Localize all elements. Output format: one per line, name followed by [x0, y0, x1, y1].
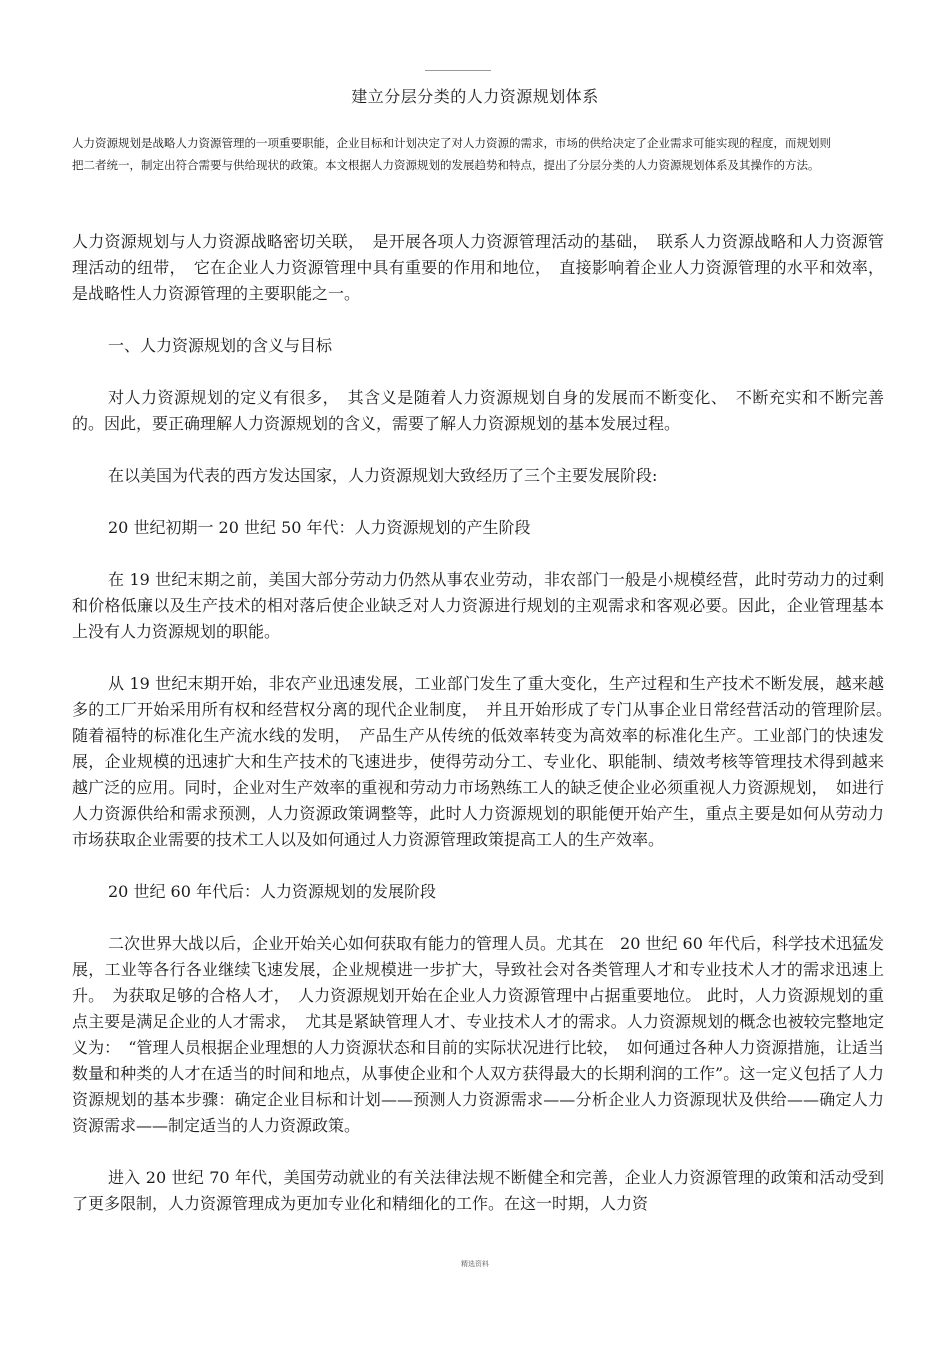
abstract: 人力资源规划是战略人力资源管理的一项重要职能，企业目标和计划决定了对人力资源的需求，市场的供给决定了企业需求可能实现的程度，而规划则把二者统一，制定出符合需要与供给现状的政策。本文根据人力资源规划的发展趋势和特点，提出了分层分类的人力资源规划体系及其操作的方法。: [72, 136, 831, 172]
document-title: 建立分层分类的人力资源规划体系: [351, 87, 599, 106]
stage-heading-2: 20 世纪 60 年代后：人力资源规划的发展阶段: [108, 882, 436, 901]
paragraph: 在以美国为代表的西方发达国家，人力资源规划大致经历了三个主要发展阶段:: [108, 466, 658, 485]
paragraph: 进入 20 世纪 70 年代，美国劳动就业的有关法律法规不断健全和完善，企业人力资源管理的政策和活动受到了更多限制，人力资源管理成为更加专业化和精细化的工作。在这一时期，人力资: [72, 1168, 884, 1213]
paragraph: 对人力资源规划的定义有很多， 其含义是随着人力资源规划自身的发展而不断变化、 不断充实和不断完善的。因此，要正确理解人力资源规划的含义，需要了解人力资源规划的基本发展过程。: [72, 388, 884, 433]
paragraph: 二次世界大战以后，企业开始关心如何获取有能力的管理人员。尤其在 20 世纪 60 年代后，科学技术迅猛发展，工业等各行各业继续飞速发展，企业规模进一步扩大，导致社会对各类管理人才和专业技术人才的需求迅速上升。 为获取足够的合格人才， 人力资源规划开始在企业人力资源管理中占据重要地位。 此时，人力资源规划的重点主要是满足企业的人才需求， 尤其是紧缺管理人才、专业技术人才的需求。人力资源规划的概念也被较完整地定义为： “管理人员根据企业理想的人力资源状态和目前的实际状况进行比较， 如何通过各种人力资源措施，让适当数量和种类的人才在适当的时间和地点，从事使企业和个人双方获得最大的长期利润的工作”。这一定义包括了人力资源规划的基本步骤：确定企业目标和计划——预测人力资源需求——分析企业人力资源现状及供给——确定人力资源需求——制定适当的人力资源政策。: [72, 934, 884, 1135]
paragraph: 从 19 世纪末期开始，非农产业迅速发展，工业部门发生了重大变化，生产过程和生产技术不断发展，越来越多的工厂开始采用所有权和经营权分离的现代企业制度， 并且开始形成了专门从事企业日常经营活动的管理阶层。 随着福特的标准化生产流水线的发明， 产品生产从传统的低效率转变为高效率的标准化生产。工业部门的快速发展，企业规模的迅速扩大和生产技术的飞速进步，使得劳动分工、专业化、职能制、绩效考核等管理技术得到越来越广泛的应用。同时，企业对生产效率的重视和劳动力市场熟练工人的缺乏使企业必须重视人力资源规划， 如进行人力资源供给和需求预测，人力资源政策调整等，此时人力资源规划的职能便开始产生，重点主要是如何从劳动力市场获取企业需要的技术工人以及如何通过人力资源管理政策提高工人的生产效率。: [72, 674, 901, 849]
header-rule: [425, 70, 491, 71]
section-heading-1: 一、人力资源规划的含义与目标: [108, 336, 333, 355]
paragraph: 在 19 世纪末期之前，美国大部分劳动力仍然从事农业劳动，非农部门一般是小规模经营，此时劳动力的过剩和价格低廉以及生产技术的相对落后使企业缺乏对人力资源进行规划的主观需求和客观必要。因此，企业管理基本上没有人力资源规划的职能。: [72, 570, 884, 641]
document-body: [72, 229, 901, 1243]
stage-heading-1: 20 世纪初期一 20 世纪 50 年代：人力资源规划的产生阶段: [108, 518, 531, 537]
page-footer: 精选资料: [461, 1260, 489, 1268]
paragraph-intro: 人力资源规划与人力资源战略密切关联， 是开展各项人力资源管理活动的基础， 联系人力资源战略和人力资源管理活动的纽带， 它在企业人力资源管理中具有重要的作用和地位， 直接影响着企业人力资源管理的水平和效率，是战略性人力资源管理的主要职能之一。: [72, 232, 884, 303]
